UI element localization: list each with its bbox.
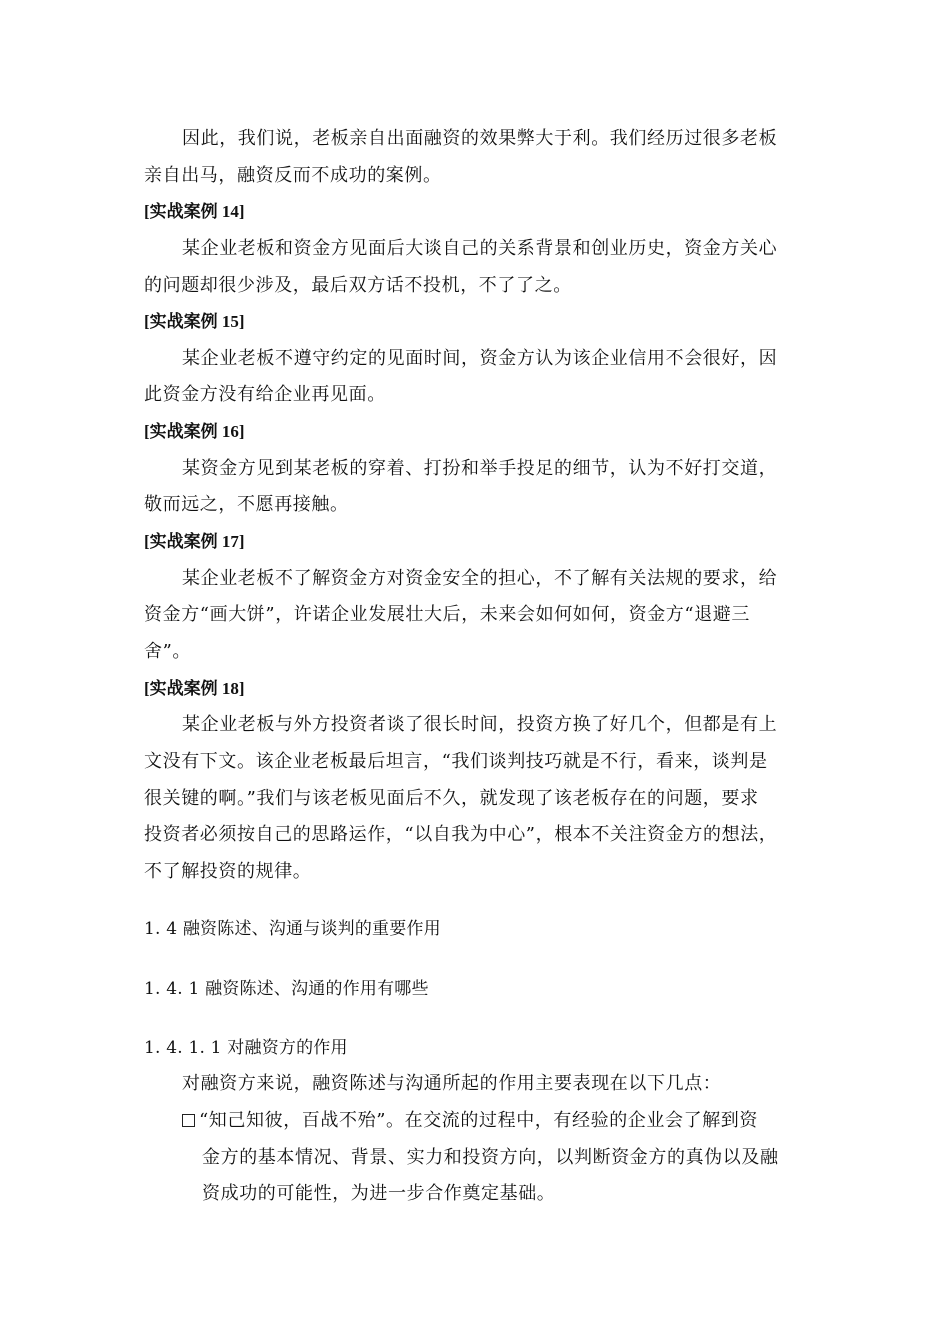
paragraph-line: 某企业老板和资金方见面后大谈自己的关系背景和创业历史，资金方关心 [182,238,778,259]
checkbox-bullet-icon [182,1114,195,1127]
case-title-16: [实战案例 16] [144,422,245,441]
bullet-continuation: 资成功的可能性，为进一步合作奠定基础。 [202,1183,556,1204]
case-title-15: [实战案例 15] [144,312,245,331]
section-heading-1-4-1-1: 1. 4. 1. 1 对融资方的作用 [144,1038,348,1058]
section-heading-1-4: 1. 4 融资陈述、沟通与谈判的重要作用 [144,919,441,939]
paragraph-line: 舍”。 [144,641,192,662]
paragraph-line: 某企业老板不遵守约定的见面时间，资金方认为该企业信用不会很好，因 [182,348,778,369]
paragraph-line: 亲自出马，融资反而不成功的案例。 [144,165,442,186]
bullet-text: “知己知彼，百战不殆”。在交流的过程中，有经验的企业会了解到资 [199,1110,759,1131]
paragraph-line: 某企业老板不了解资金方对资金安全的担心，不了解有关法规的要求，给 [182,568,778,589]
bullet-line [182,1108,758,1134]
case-title-14: [实战案例 14] [144,202,245,221]
case-title-17: [实战案例 17] [144,532,245,551]
paragraph-line: 投资者必须按自己的思路运作，“以自我为中心”，根本不关注资金方的想法， [144,824,778,845]
paragraph-line: 某企业老板与外方投资者谈了很长时间，投资方换了好几个，但都是有上 [182,714,778,735]
paragraph-line: 因此，我们说，老板亲自出面融资的效果弊大于利。我们经历过很多老板 [182,128,778,149]
paragraph-line: 文没有下文。该企业老板最后坦言，“我们谈判技巧就是不行，看来，谈判是 [144,751,768,772]
paragraph-line: 资金方“画大饼”，许诺企业发展壮大后，未来会如何如何，资金方“退避三 [144,604,751,625]
paragraph-line: 敬而远之，不愿再接触。 [144,494,349,515]
section-heading-1-4-1: 1. 4. 1 融资陈述、沟通的作用有哪些 [144,979,429,999]
paragraph-line: 不了解投资的规律。 [144,861,312,882]
paragraph-line: 很关键的啊。”我们与该老板见面后不久，就发现了该老板存在的问题，要求 [144,788,759,809]
bullet-continuation: 金方的基本情况、背景、实力和投资方向，以判断资金方的真伪以及融 [202,1147,779,1168]
paragraph-line: 某资金方见到某老板的穿着、打扮和举手投足的细节，认为不好打交道， [182,458,778,479]
section-intro: 对融资方来说，融资陈述与沟通所起的作用主要表现在以下几点： [182,1073,722,1094]
case-title-18: [实战案例 18] [144,679,245,698]
paragraph-line: 此资金方没有给企业再见面。 [144,384,386,405]
paragraph-line: 的问题却很少涉及，最后双方话不投机，不了了之。 [144,275,572,296]
